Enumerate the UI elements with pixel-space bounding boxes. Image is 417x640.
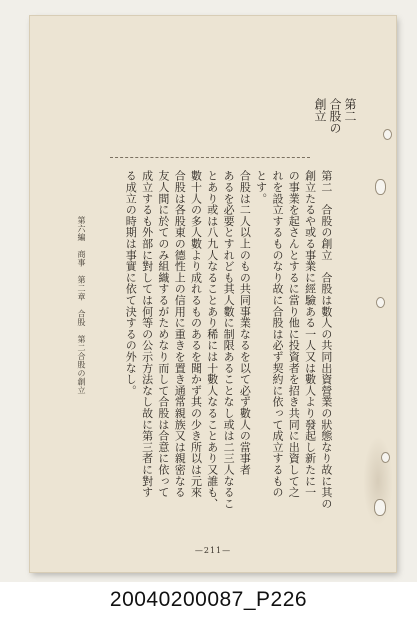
chapter-number: 第二 bbox=[343, 98, 357, 122]
body-line: あるを必要とすれども其人數に制限あることなし或は二三人なるこ bbox=[222, 170, 236, 509]
body-line: 創立たるや或る事業に經驗ある一人又は數人より發起し新たに一 bbox=[303, 170, 317, 498]
binding-hole bbox=[376, 297, 385, 308]
binding-hole bbox=[383, 129, 392, 140]
document-page bbox=[30, 16, 396, 572]
body-line: 數十人の多人數より成れるものあるを聞かず其の少き所以は元來 bbox=[189, 170, 203, 498]
page-number: —211— bbox=[194, 546, 232, 555]
body-line: 合股は各股東の德性上の信用に重きを置き通常親族又は親密なる bbox=[173, 170, 187, 498]
running-header: 第六編 商事 第二章 合股 第二合股の創立 bbox=[77, 216, 86, 395]
chapter-heading bbox=[312, 98, 357, 134]
binding-hole bbox=[374, 499, 386, 516]
body-line: 友人間に於てのみ組織するがためなり而して合股は合意に依って bbox=[156, 170, 170, 498]
chapter-title-part2: 創立 bbox=[313, 98, 327, 122]
body-line: 合股は二人以上のもの共同事業なるを以て必ず數人の當事者 bbox=[238, 170, 252, 476]
binding-hole bbox=[375, 179, 386, 195]
chapter-title-part1: 合股の bbox=[328, 98, 342, 134]
body-line: 成立するも外部に對しては何等の公示方法なし故に第三者に對す bbox=[140, 170, 154, 498]
divider-line bbox=[110, 157, 310, 158]
body-line: の事業を起さんとするに當り他に投資者を招き共同に出資して之 bbox=[287, 170, 301, 498]
binding-hole bbox=[381, 452, 390, 463]
body-line: とあり或は八九人なることあり稀には十數人なることあり又誰も、 bbox=[205, 170, 219, 509]
body-line: る成立の時期は事實に依て決するの外なし。 bbox=[124, 170, 138, 396]
body-line: とす。 bbox=[254, 170, 268, 204]
archive-id-label: 20040200087_P226 bbox=[109, 588, 308, 611]
body-text bbox=[122, 170, 334, 510]
body-line: れを設立するものなり故に合股は必ず契約に依って成立するもの bbox=[270, 170, 284, 498]
body-line: 第二 合股の創立 合股は數人の共同出資營業の狀態なり故に其の bbox=[319, 170, 333, 509]
